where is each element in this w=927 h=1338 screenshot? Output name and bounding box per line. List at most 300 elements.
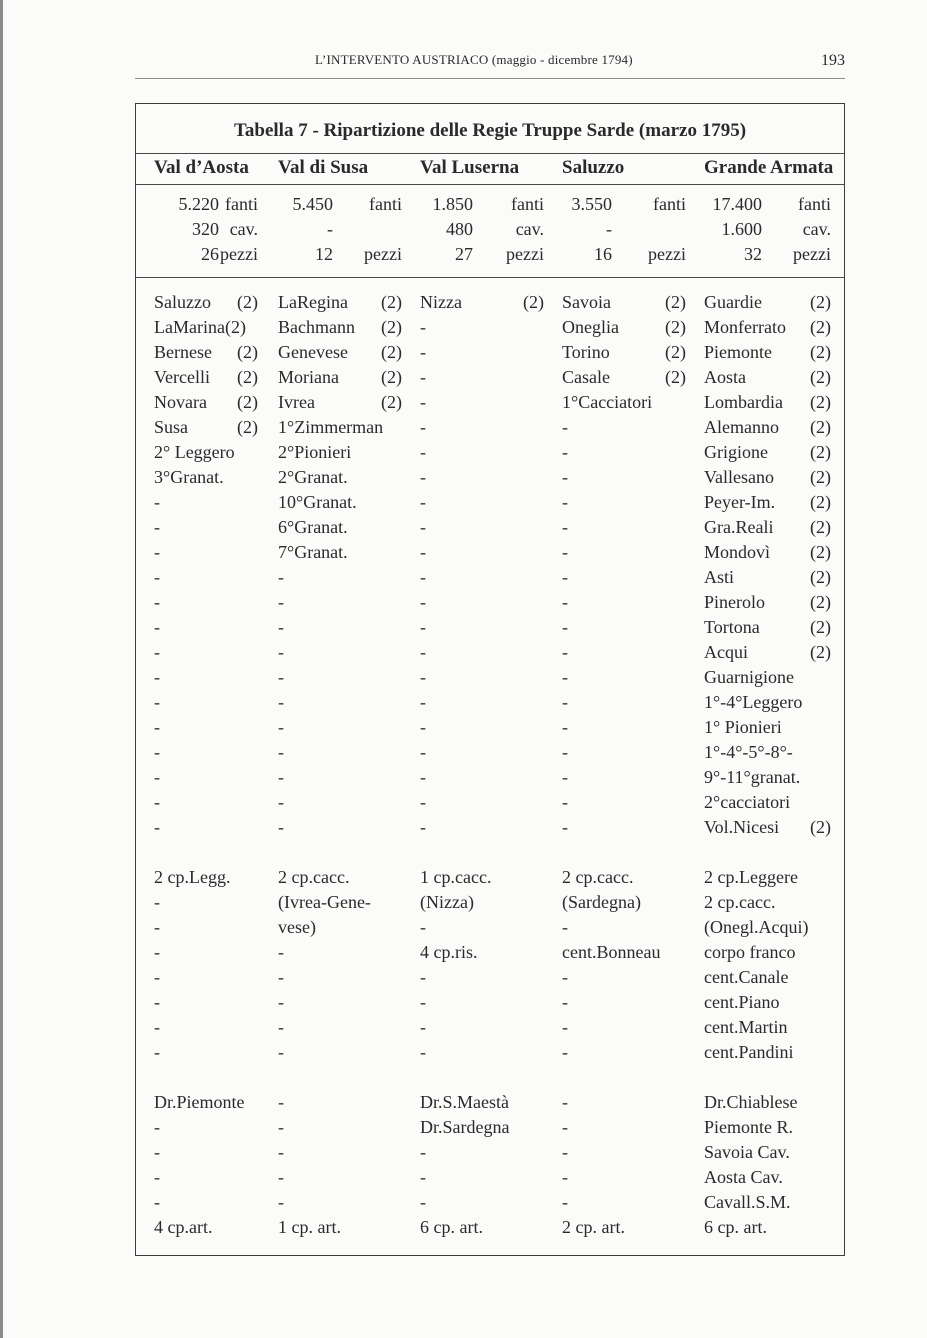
table-cell	[704, 440, 831, 465]
unit-name: -	[278, 792, 284, 812]
unit-name: -	[562, 567, 568, 587]
table-cell	[420, 1040, 544, 1065]
unit-name: -	[154, 742, 160, 762]
table-cell	[562, 565, 686, 590]
unit-name: -	[420, 1192, 426, 1212]
table-cell	[154, 815, 258, 840]
total-cav-value: 480	[446, 219, 473, 239]
unit-name: Piemonte R.	[704, 1117, 793, 1137]
table-cell	[562, 690, 686, 715]
table-cell	[704, 390, 831, 415]
table-cell	[562, 1040, 686, 1065]
table-cell	[704, 715, 831, 740]
table-cell	[278, 1090, 402, 1115]
battalion-count: (2)	[237, 367, 258, 387]
unit-name: (Ivrea-Gene-	[278, 892, 371, 912]
unit-name: Susa	[154, 417, 189, 437]
table-cell	[278, 340, 402, 365]
table-cell	[154, 1215, 258, 1240]
unit-name: 3°Granat.	[154, 467, 224, 487]
table-cell	[420, 340, 544, 365]
table-cell	[562, 440, 686, 465]
section-gap	[704, 840, 831, 865]
unit-name: cent.Canale	[704, 967, 789, 987]
table-cell	[154, 915, 258, 940]
table-cell	[154, 415, 258, 440]
table-cell	[562, 765, 686, 790]
total-cav-unit: cav.	[515, 219, 544, 239]
unit-name: Alemanno	[704, 417, 779, 437]
table-cell	[278, 540, 402, 565]
table-cell	[278, 715, 402, 740]
total-pezzi-unit: pezzi	[793, 244, 831, 264]
table-cell	[278, 1215, 402, 1240]
battalion-count: (2)	[810, 392, 831, 412]
unit-name: -	[154, 542, 160, 562]
unit-name: -	[278, 717, 284, 737]
unit-name: 1°-4°-5°-8°-	[704, 742, 793, 762]
table-cell	[704, 990, 831, 1015]
table-cell	[704, 1090, 831, 1115]
unit-name: 4 cp.ris.	[420, 942, 478, 962]
table-cell	[704, 690, 831, 715]
unit-name: Moriana	[278, 367, 339, 387]
section-gap	[420, 1065, 544, 1090]
unit-name: -	[154, 1117, 160, 1137]
table-cell	[278, 440, 402, 465]
header-val-luserna: Val Luserna	[420, 157, 520, 178]
table-cell	[704, 415, 831, 440]
table-cell	[704, 1165, 831, 1190]
table-cell	[278, 865, 402, 890]
unit-name: Gra.Reali	[704, 517, 774, 537]
unit-name: -	[154, 1192, 160, 1212]
unit-name: -	[562, 967, 568, 987]
table-cell	[154, 440, 258, 465]
unit-name: -	[154, 517, 160, 537]
unit-name: Bachmann	[278, 317, 355, 337]
unit-name: -	[278, 1167, 284, 1187]
table-cell	[704, 1015, 831, 1040]
unit-name: 2 cp.Legg.	[154, 867, 231, 887]
table-cell	[420, 790, 544, 815]
unit-name: -	[154, 767, 160, 787]
page-edge-shadow	[0, 0, 3, 1338]
unit-name: 7°Granat.	[278, 542, 348, 562]
unit-name: Grigione	[704, 442, 768, 462]
unit-name: -	[154, 717, 160, 737]
unit-name: -	[154, 592, 160, 612]
unit-name: -	[278, 692, 284, 712]
table-cell	[562, 890, 686, 915]
table-cell	[420, 940, 544, 965]
table-cell	[704, 1190, 831, 1215]
unit-name: -	[420, 667, 426, 687]
table-cell	[704, 665, 831, 690]
table-cell	[420, 815, 544, 840]
table-cell	[278, 390, 402, 415]
unit-name: -	[562, 1167, 568, 1187]
table-cell	[704, 640, 831, 665]
table-cell	[278, 415, 402, 440]
total-pezzi-value: 32	[744, 244, 762, 264]
section-gap	[278, 1065, 402, 1090]
table-cell	[562, 515, 686, 540]
unit-name: -	[154, 817, 160, 837]
unit-name: 1°-4°Leggero	[704, 692, 803, 712]
unit-name: 2 cp.Leggere	[704, 867, 798, 887]
unit-name: -	[154, 992, 160, 1012]
unit-name: -	[562, 492, 568, 512]
table-cell	[154, 1090, 258, 1115]
unit-name: 1°Cacciatori	[562, 392, 653, 412]
unit-name: Bernese	[154, 342, 212, 362]
battalion-count: (2)	[810, 617, 831, 637]
battalion-count: (2)	[810, 642, 831, 662]
battalion-count: (2)	[665, 292, 686, 312]
unit-name: cent.Piano	[704, 992, 780, 1012]
unit-name: cent.Pandini	[704, 1042, 794, 1062]
unit-name: -	[562, 517, 568, 537]
unit-name: -	[420, 417, 426, 437]
unit-name: -	[420, 917, 426, 937]
table-cell	[154, 290, 258, 315]
table-cell	[420, 665, 544, 690]
unit-name: Savoia Cav.	[704, 1142, 790, 1162]
unit-name: LaMarina(2)	[154, 317, 246, 337]
table-cell	[154, 1115, 258, 1140]
unit-name: -	[278, 1042, 284, 1062]
table-cell	[154, 715, 258, 740]
unit-name: -	[154, 692, 160, 712]
unit-name: 2°Granat.	[278, 467, 348, 487]
unit-name: -	[154, 617, 160, 637]
unit-name: -	[420, 742, 426, 762]
unit-name: 6°Granat.	[278, 517, 348, 537]
total-pezzi-value: 16	[594, 244, 612, 264]
total-fanti-unit: fanti	[653, 194, 686, 214]
battalion-count: (2)	[665, 367, 686, 387]
unit-name: Pinerolo	[704, 592, 765, 612]
table-cell	[562, 415, 686, 440]
table-cell	[562, 1090, 686, 1115]
header-saluzzo: Saluzzo	[562, 157, 625, 178]
total-cav-unit: cav.	[802, 219, 831, 239]
unit-name: Dr.Sardegna	[420, 1117, 510, 1137]
table-cell	[278, 290, 402, 315]
unit-name: -	[562, 642, 568, 662]
unit-name: -	[420, 517, 426, 537]
table-cell	[278, 890, 402, 915]
table-cell	[704, 740, 831, 765]
table-cell	[704, 965, 831, 990]
table-cell	[562, 465, 686, 490]
total-pezzi-unit: pezzi	[220, 244, 258, 264]
table-cell	[562, 1140, 686, 1165]
table-cell	[278, 765, 402, 790]
unit-name: -	[420, 567, 426, 587]
table-cell	[420, 540, 544, 565]
table-cell	[278, 915, 402, 940]
column-2	[420, 290, 544, 1240]
table-cell	[704, 540, 831, 565]
unit-name: Aosta	[704, 367, 746, 387]
unit-name: -	[562, 1117, 568, 1137]
table-cell	[278, 490, 402, 515]
table-cell	[278, 1040, 402, 1065]
battalion-count: (2)	[810, 442, 831, 462]
unit-name: 2 cp.cacc.	[278, 867, 350, 887]
caption-rule	[136, 153, 844, 154]
unit-name: -	[154, 1042, 160, 1062]
table-cell	[420, 365, 544, 390]
table-cell	[562, 665, 686, 690]
column-1	[278, 290, 402, 1240]
table-cell	[278, 990, 402, 1015]
section-gap	[154, 1065, 258, 1090]
table-cell	[154, 890, 258, 915]
table-cell	[154, 690, 258, 715]
table-cell	[278, 590, 402, 615]
unit-name: -	[420, 492, 426, 512]
battalion-count: (2)	[381, 367, 402, 387]
battalion-count: (2)	[810, 817, 831, 837]
table-cell	[562, 990, 686, 1015]
table-cell	[562, 290, 686, 315]
table-cell	[562, 1015, 686, 1040]
unit-name: -	[420, 542, 426, 562]
unit-name: -	[420, 767, 426, 787]
unit-name: (Sardegna)	[562, 892, 641, 912]
unit-name: -	[420, 1042, 426, 1062]
table-cell	[154, 740, 258, 765]
table-cell	[420, 990, 544, 1015]
total-fanti-value: 5.450	[292, 194, 333, 214]
table-cell	[278, 565, 402, 590]
unit-name: Aosta Cav.	[704, 1167, 783, 1187]
unit-name: 9°-11°granat.	[704, 767, 801, 787]
unit-name: Dr.S.Maestà	[420, 1092, 509, 1112]
table-cell	[154, 1140, 258, 1165]
page-number: 193	[821, 52, 845, 69]
unit-name: -	[562, 742, 568, 762]
unit-name: 2 cp. art.	[562, 1217, 625, 1237]
unit-name: 6 cp. art.	[420, 1217, 483, 1237]
unit-name: -	[562, 592, 568, 612]
total-pezzi-unit: pezzi	[506, 244, 544, 264]
unit-name: -	[154, 492, 160, 512]
unit-name: -	[278, 942, 284, 962]
unit-name: -	[278, 1092, 284, 1112]
total-cav-value: 1.600	[721, 219, 762, 239]
unit-name: 2° Leggero	[154, 442, 235, 462]
table-cell	[420, 565, 544, 590]
table-cell	[562, 365, 686, 390]
table-cell	[704, 1140, 831, 1165]
table-cell	[562, 1165, 686, 1190]
unit-name: Guardie	[704, 292, 762, 312]
unit-name: Vol.Nicesi	[704, 817, 780, 837]
battalion-count: (2)	[810, 367, 831, 387]
table-cell	[154, 865, 258, 890]
unit-name: -	[562, 1092, 568, 1112]
unit-name: -	[278, 1017, 284, 1037]
unit-name: -	[420, 317, 426, 337]
unit-name: -	[278, 767, 284, 787]
table-cell	[420, 290, 544, 315]
table-cell	[562, 1215, 686, 1240]
unit-name: -	[420, 992, 426, 1012]
table-cell	[420, 965, 544, 990]
unit-name: -	[154, 1167, 160, 1187]
unit-name: -	[562, 617, 568, 637]
unit-name: -	[420, 342, 426, 362]
table-cell	[154, 990, 258, 1015]
table-cell	[704, 915, 831, 940]
table-cell	[154, 615, 258, 640]
unit-name: -	[278, 642, 284, 662]
total-fanti-unit: fanti	[225, 194, 258, 214]
unit-name: -	[562, 1142, 568, 1162]
unit-name: -	[278, 817, 284, 837]
table-cell	[278, 315, 402, 340]
battalion-count: (2)	[810, 417, 831, 437]
table-cell	[154, 515, 258, 540]
table-cell	[562, 540, 686, 565]
table-cell	[420, 1015, 544, 1040]
unit-name: LaRegina	[278, 292, 348, 312]
unit-name: -	[278, 992, 284, 1012]
section-gap	[562, 840, 686, 865]
table-cell	[278, 740, 402, 765]
battalion-count: (2)	[810, 567, 831, 587]
table-cell	[154, 1015, 258, 1040]
unit-name: -	[278, 967, 284, 987]
table-cell	[420, 865, 544, 890]
table-cell	[420, 740, 544, 765]
unit-name: -	[562, 992, 568, 1012]
table-cell	[704, 315, 831, 340]
header-val-di-susa: Val di Susa	[278, 157, 369, 178]
table-cell	[420, 765, 544, 790]
unit-name: -	[420, 467, 426, 487]
battalion-count: (2)	[381, 392, 402, 412]
total-fanti-value: 17.400	[712, 194, 762, 214]
table-cell	[562, 740, 686, 765]
total-pezzi-value: 12	[315, 244, 333, 264]
unit-name: vese)	[278, 917, 316, 937]
total-cav-value: -	[606, 219, 612, 239]
unit-name: -	[278, 667, 284, 687]
unit-name: Tortona	[704, 617, 760, 637]
table-cell	[154, 465, 258, 490]
unit-name: -	[420, 642, 426, 662]
table-cell	[154, 565, 258, 590]
table-cell	[420, 415, 544, 440]
battalion-count: (2)	[381, 342, 402, 362]
unit-name: -	[154, 667, 160, 687]
table-cell	[420, 465, 544, 490]
unit-name: 2°Pionieri	[278, 442, 352, 462]
table-cell	[562, 590, 686, 615]
table-cell	[562, 965, 686, 990]
unit-name: -	[154, 1142, 160, 1162]
table-cell	[562, 715, 686, 740]
total-fanti-value: 5.220	[178, 194, 219, 214]
unit-name: Cavall.S.M.	[704, 1192, 791, 1212]
table-cell	[278, 940, 402, 965]
unit-name: (Onegl.Acqui)	[704, 917, 809, 937]
unit-name: Oneglia	[562, 317, 619, 337]
table-cell	[704, 490, 831, 515]
unit-name: -	[562, 692, 568, 712]
unit-name: cent.Martin	[704, 1017, 788, 1037]
table-cell	[704, 865, 831, 890]
unit-name: -	[278, 617, 284, 637]
total-fanti-value: 3.550	[571, 194, 612, 214]
battalion-count: (2)	[810, 542, 831, 562]
unit-name: Piemonte	[704, 342, 772, 362]
table-cell	[562, 815, 686, 840]
unit-name: -	[562, 1042, 568, 1062]
unit-name: 1°Zimmerman	[278, 417, 384, 437]
unit-name: (Nizza)	[420, 892, 474, 912]
battalion-count: (2)	[381, 317, 402, 337]
table-cell	[562, 790, 686, 815]
unit-name: 2°cacciatori	[704, 792, 791, 812]
total-pezzi-unit: pezzi	[364, 244, 402, 264]
unit-name: corpo franco	[704, 942, 796, 962]
table-cell	[154, 340, 258, 365]
table-cell	[562, 915, 686, 940]
table-cell	[278, 1165, 402, 1190]
table-cell	[278, 1140, 402, 1165]
table-cell	[278, 1015, 402, 1040]
table-cell	[420, 890, 544, 915]
unit-name: -	[154, 917, 160, 937]
battalion-count: (2)	[810, 317, 831, 337]
unit-name: 4 cp.art.	[154, 1217, 213, 1237]
unit-name: Torino	[562, 342, 610, 362]
unit-name: -	[278, 567, 284, 587]
unit-name: -	[562, 1192, 568, 1212]
table-cell	[420, 1090, 544, 1115]
totals-rule	[136, 277, 844, 278]
table-cell	[704, 615, 831, 640]
table-cell	[704, 340, 831, 365]
unit-name: -	[278, 1142, 284, 1162]
unit-name: Monferrato	[704, 317, 786, 337]
table-cell	[154, 390, 258, 415]
unit-name: -	[420, 967, 426, 987]
table-cell	[154, 965, 258, 990]
unit-name: -	[562, 467, 568, 487]
table-cell	[562, 940, 686, 965]
unit-name: -	[562, 1017, 568, 1037]
unit-name: Acqui	[704, 642, 748, 662]
table-cell	[278, 665, 402, 690]
table-cell	[562, 315, 686, 340]
table-cell	[704, 790, 831, 815]
table-cell	[420, 390, 544, 415]
battalion-count: (2)	[810, 292, 831, 312]
table-caption: Tabella 7 - Ripartizione delle Regie Truppe Sarde (marzo 1795)	[233, 120, 747, 141]
table-cell	[278, 1190, 402, 1215]
unit-name: -	[420, 817, 426, 837]
unit-name: 1° Pionieri	[704, 717, 782, 737]
section-gap	[154, 840, 258, 865]
total-pezzi-value: 26	[201, 244, 219, 264]
